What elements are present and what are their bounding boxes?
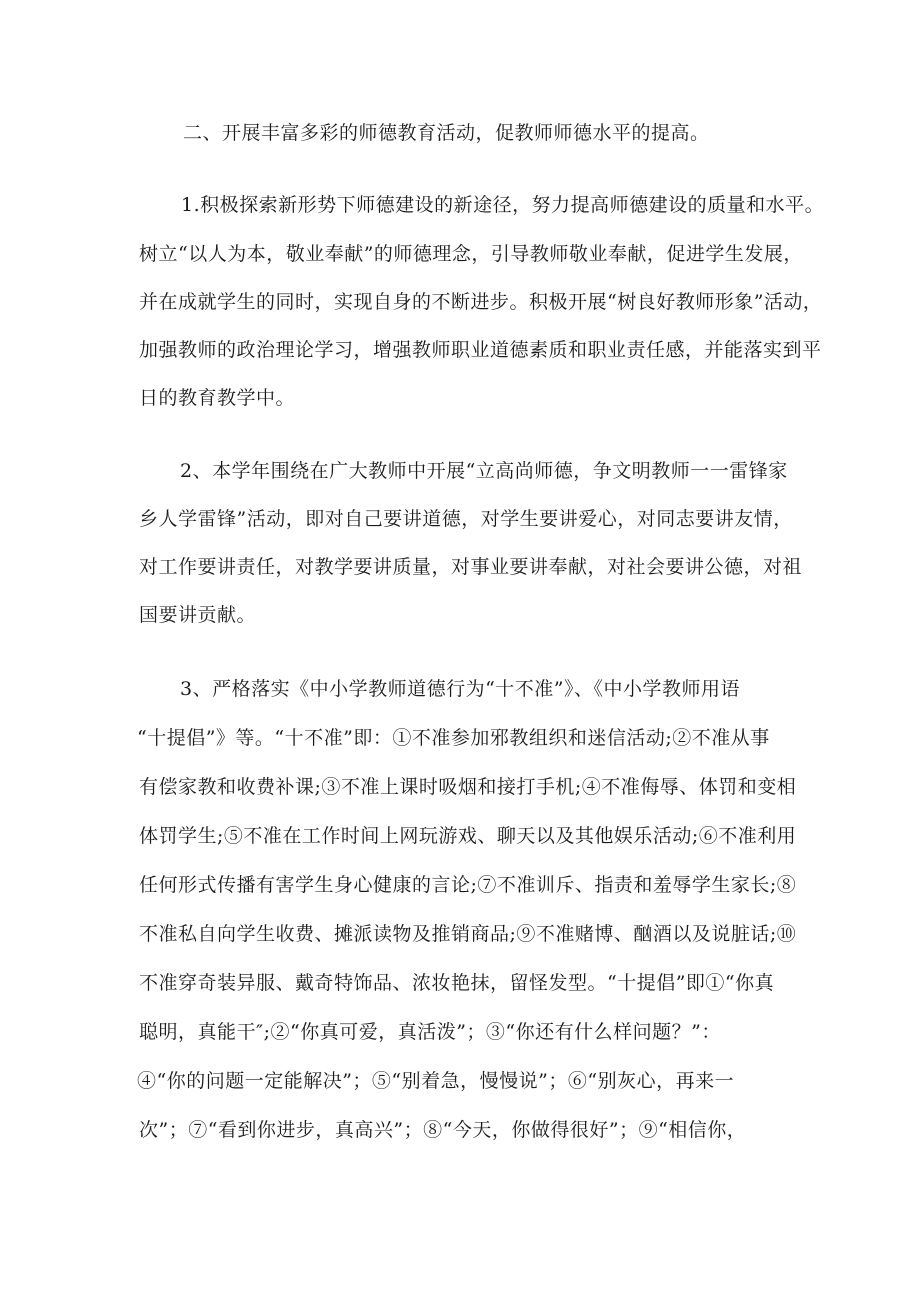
paragraph-line: 国要讲贡献。 [139, 604, 257, 626]
paragraph-line: 2、本学年围绕在广大教师中开展“立高尚师德，争文明教师一一雷锋家 [180, 460, 788, 482]
paragraph-line: “十提倡”》等。“十不准”即：①不准参加邪教组织和迷信活动;②不准从事 [137, 727, 770, 749]
paragraph-line: 对工作要讲责任，对教学要讲质量，对事业要讲奉献，对社会要讲公德，对祖 [139, 556, 803, 578]
section-heading: 二、开展丰富多彩的师德教育活动，促教师师德水平的提高。 [183, 122, 710, 144]
paragraph-line: 并在成就学生的同时，实现自身的不断进步。积极开展“树良好教师形象”活动， [139, 291, 823, 313]
paragraph-line: 次”；⑦“看到你进步，真高兴”；⑧“今天，你做得很好”；⑨“相信你， [139, 1119, 747, 1141]
paragraph-line: 加强教师的政治理论学习，增强教师职业道德素质和职业责任感，并能落实到平 [139, 339, 822, 361]
paragraph-line: ④“你的问题一定能解决”；⑤“别着急，慢慢说”；⑥“别灰心，再来一 [137, 1070, 735, 1092]
paragraph-line: 有偿家教和收费补课;③不准上课时吸烟和接打手机;④不准侮辱、体罚和变相 [139, 776, 797, 798]
paragraph-line: 树立“以人为本，敬业奉献”的师德理念，引导教师敬业奉献，促进学生发展， [139, 243, 803, 265]
paragraph-line: 1.积极探索新形势下师德建设的新途径，努力提高师德建设的质量和水平。 [181, 194, 825, 216]
paragraph-line: 任何形式传播有害学生身心健康的言论;⑦不准训斥、指责和羞辱学生家长;⑧ [139, 874, 797, 896]
paragraph-line: 不准穿奇装异服、戴奇特饰品、浓妆艳抹，留怪发型。“十提倡”即①“你真 [139, 972, 775, 994]
paragraph-line: 乡人学雷锋”活动，即对自己要讲道德，对学生要讲爱心，对同志要讲友情， [139, 508, 793, 530]
paragraph-line: 日的教育教学中。 [139, 387, 296, 409]
paragraph-line: 3、严格落实《中小学教师道德行为“十不准”》、《中小学教师用语 [180, 678, 741, 700]
paragraph-line: 聪明，真能干″;②“你真可爱，真活泼”；③“你还有什么样问题？”： [139, 1021, 721, 1043]
paragraph-line: 体罚学生;⑤不准在工作时间上网玩游戏、聊天以及其他娱乐活动;⑥不准利用 [139, 825, 797, 847]
paragraph-line: 不准私自向学生收费、摊派读物及推销商品;⑨不准赌博、酗酒以及说脏话;⑩ [139, 923, 797, 945]
